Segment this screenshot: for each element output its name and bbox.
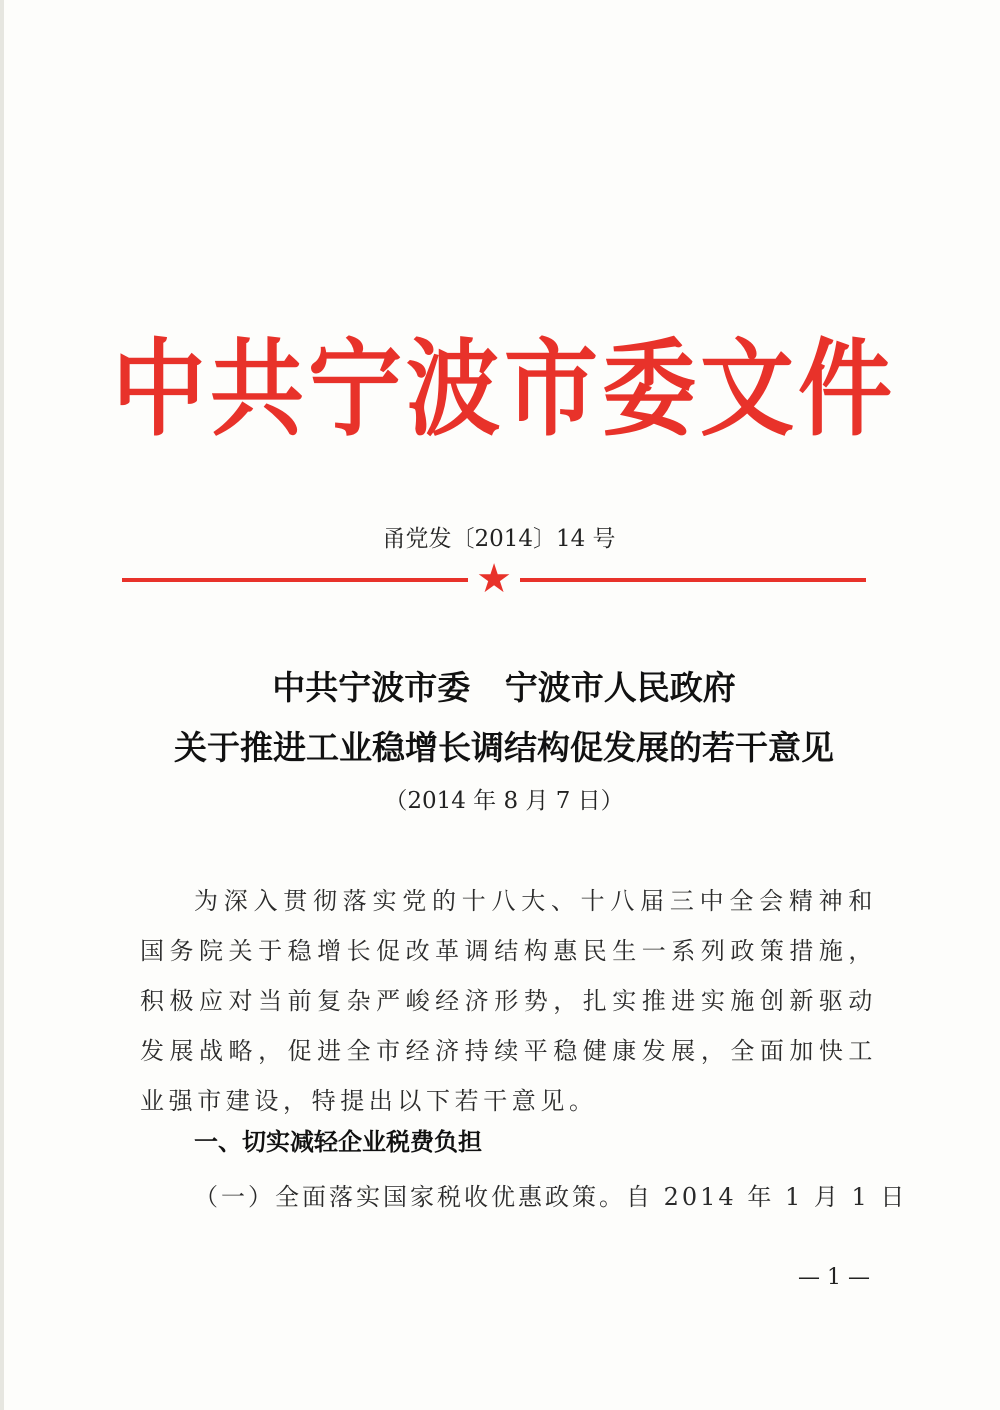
divider-line-left xyxy=(122,578,468,582)
document-masthead: 中共宁波市委文件 xyxy=(111,329,896,452)
intro-paragraph: 为深入贯彻落实党的十八大、十八届三中全会精神和国务院关于稳增长促改革调结构惠民生一系列政策措施，积极应对当前复杂严峻经济形势，扎实推进实施创新驱动发展战略，促进全市经济持续平稳健康发展，全面加快工业强市建设，特提出以下若干意见。 xyxy=(140,887,877,1115)
page-number: — 1 — xyxy=(798,1265,870,1290)
divider-line-right xyxy=(520,578,866,582)
document-title-line-1: 中共宁波市委 宁波市人民政府 xyxy=(272,668,736,707)
issue-date: （2014 年 8 月 7 日） xyxy=(384,788,624,814)
section-heading-1: 一、切实减轻企业税费负担 xyxy=(194,1128,482,1156)
red-divider xyxy=(122,556,866,602)
document-title-line-2: 关于推进工业稳增长调结构促发展的若干意见 xyxy=(174,728,834,767)
subsection-paragraph-1: （一）全面落实国家税收优惠政策。自 2014 年 1 月 1 日 xyxy=(194,1183,908,1211)
document-number: 甬党发〔2014〕14 号 xyxy=(382,526,616,552)
star-icon: ★ xyxy=(476,556,512,602)
